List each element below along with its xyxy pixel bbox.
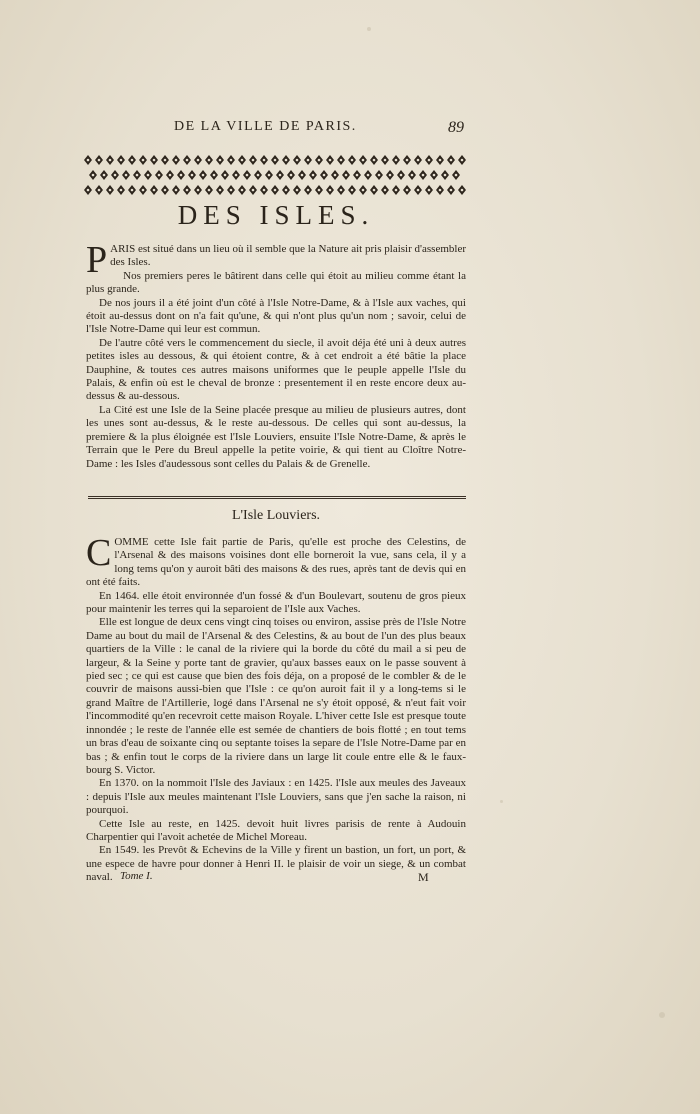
page-footer	[86, 870, 466, 886]
signature-mark: M	[418, 870, 429, 884]
body-paragraph: En 1370. on la nommoit l'Isle des Javiaux : en 1425. l'Isle aux meules des Javeaux : depuis l'Isle aux meules maintenant l'Isle Louviers, sans que j'en sache la raison, ni pourquoi.	[86, 777, 466, 817]
paper-spot	[367, 27, 371, 31]
page-header	[86, 119, 464, 139]
drop-cap: C	[86, 532, 112, 574]
subsection-title: L'Isle Louviers.	[231, 508, 321, 523]
section-title: DES ISLES.	[177, 200, 375, 230]
intro-text	[86, 239, 466, 471]
intro-paragraph	[86, 239, 466, 281]
intro-paragraph: De l'autre côté vers le commencement du siecle, il avoit déja été uni à deux autres petites isles au dessous, & qui étoient contre, & à cet endroit a été bâtie la place Dauphine, & toutes ces autres maisons uniformes que le peuple appelle l'Isle du Palais, & enfin où est le cheval de bronze : presentement il en reste encore deux au-dessus & au-dessous.	[86, 336, 466, 403]
intro-paragraph: De nos jours il a été joint d'un côté à l'Isle Notre-Dame, & à l'Isle aux vaches, qui étoit au-dessus dont on n'a fait qu'une, & qui n'ont plus qu'un nom ; savoir, celui de l'Isle Notre-Dame qui leur est commun.	[86, 296, 466, 336]
divider-rule	[88, 496, 466, 497]
intro-paragraph: Nos premiers peres le bâtirent dans celle qui étoit au milieu comme étant la plus grande.	[86, 269, 466, 296]
intro-paragraph: La Cité est une Isle de la Seine placée presque au milieu de plusieurs autres, dont les unes sont au-dessus, & le reste au-dessous. De celles qui sont au-dessus, la premiere & la plus éloignée est l'Isle Louviers, ensuite l'Isle Notre-Dame, & après le Terrain que le Pere du Breul appelle la petite voirie, & qui tient au Cloître Notre-Dame : les Isles d'audessous sont celles du Palais & de Grenelle.	[86, 403, 466, 470]
paragraph-text: ARIS est situé dans un lieu où il semble que la Nature ait pris plaisir d'assembler des Isles.	[110, 243, 466, 269]
running-head: DE LA VILLE DE PARIS.	[174, 119, 357, 134]
body-text	[86, 532, 466, 885]
paper-spot	[500, 800, 503, 803]
body-paragraph: Cette Isle au reste, en 1425. devoit huit livres parisis de rente à Audouin Charpentier qui l'avoit achetée de Michel Moreau.	[86, 817, 466, 843]
divider-rule	[88, 498, 466, 499]
body-paragraph: En 1464. elle étoit environnée d'un fossé & d'un Boulevart, soutenu de gros pieux pour maintenir les terres qui la separoient de l'Isle aux Vaches.	[86, 589, 466, 616]
paragraph-text: OMME cette Isle fait partie de Paris, qu'elle est proche des Celestins, de l'Arsenal & des maisons voisines dont elle borneroit la vue, sans cela, il y a long tems qu'on y auroit bâti des maisons & des rues, après tant de devis qui en ont été faits.	[86, 536, 466, 589]
body-paragraph	[86, 532, 466, 590]
volume-label: Tome I.	[120, 870, 153, 882]
decorative-ornament-band	[84, 153, 466, 198]
drop-cap: P	[86, 239, 108, 281]
body-paragraph: Elle est longue de deux cens vingt cinq toises ou environ, assise près de l'Isle Notre Dame au bout du mail de l'Arsenal & des Celestins, & au bout de l'un des plus beaux quartiers de la Ville : le canal de la riviere qui la borde du côté du mail a si peu de largeur, & la Seine y porte tant de gravier, qu'aux basses eaux on le passe souvent à pied sec ; ce qui est cause que bien des fois déja, on a proposé de le combler & de le couvrir de maisons aussi-bien que l'Isle : ce qu'on auroit fait il y a long-tems si le grand Maître de l'Artillerie, logé dans l'Arsenal ne s'y étoit opposé, & n'eut fait voir l'incommodité qu'en recevroit cette maison Royale. L'hiver cette Isle est presque toute innondée ; le reste de l'année elle est semée de chantiers de bois flotté ; en tout tems un bras d'eau de soixante cinq ou septante toises la separe de l'Isle Notre-Dame par en bas ; & enfin tout le corps de la riviere dans un large lit coule entre elle & le faux-bourg S. Victor.	[86, 616, 466, 776]
paper-spot	[659, 1012, 665, 1018]
body-paragraph: En 1549. les Prevôt & Echevins de la Ville y firent un bastion, un fort, un port, & une espece de havre pour donner à Henri II. le plaisir de voir un siege, & un combat naval.	[86, 844, 466, 884]
page-number: 89	[448, 119, 464, 136]
